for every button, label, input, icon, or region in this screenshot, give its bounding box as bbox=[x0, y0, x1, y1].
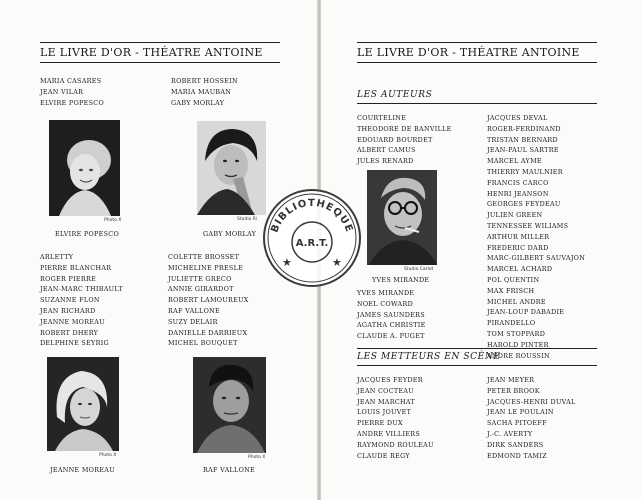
portrait-photo-yves-mirande bbox=[367, 170, 437, 265]
photo-caption: JEANNE MOREAU bbox=[50, 466, 115, 474]
section-rule bbox=[357, 365, 597, 366]
left-mid-names-col1 bbox=[40, 252, 123, 349]
name-item: ANDRE VILLIERS bbox=[357, 429, 421, 438]
name-item: THEODORE DE BANVILLE bbox=[357, 124, 452, 133]
name-item: HAROLD PINTER bbox=[487, 340, 549, 349]
name-item: YVES MIRANDE bbox=[357, 289, 415, 297]
name-item: MAX FRISCH bbox=[487, 286, 535, 295]
name-item: TOM STOPPARD bbox=[487, 329, 546, 338]
name-item: EDOUARD BOURDET bbox=[357, 135, 433, 144]
stamp-center-text: A.R.T. bbox=[295, 238, 329, 249]
name-item: POL QUENTIN bbox=[487, 275, 540, 284]
name-item: SUZY DELAIR bbox=[168, 317, 218, 326]
stamp-top-text: BIBLIOTHEQUE bbox=[269, 197, 355, 235]
section-rule bbox=[357, 103, 597, 104]
name-item: MARCEL AYME bbox=[487, 157, 542, 166]
name-item: ROBERT LAMOUREUX bbox=[168, 296, 249, 305]
right-page-header: LE LIVRE D'OR - THÉATRE ANTOINE bbox=[357, 46, 580, 59]
name-item: J.-C. AVERTY bbox=[487, 429, 533, 438]
photo-credit: Studio Carlet bbox=[404, 267, 434, 272]
name-item: JEAN COCTEAU bbox=[357, 386, 415, 395]
name-item: ROBERT DHERY bbox=[40, 328, 99, 337]
name-item: JACQUES FEYDER bbox=[357, 376, 423, 384]
name-item: PETER BROOK bbox=[487, 386, 540, 395]
auteurs-col1b bbox=[357, 288, 426, 342]
auteurs-col2 bbox=[487, 113, 585, 361]
photo-credit: Photo X bbox=[99, 453, 117, 458]
name-item: ANDRE ROUSSIN bbox=[487, 351, 550, 360]
auteurs-col1 bbox=[357, 113, 452, 167]
name-item: JACQUES DEVAL bbox=[487, 114, 548, 122]
photo-credit: Photo X bbox=[248, 455, 266, 460]
left-mid-names-col2 bbox=[168, 252, 249, 349]
name-item: MARIA CASARES bbox=[40, 77, 102, 85]
stamp-star-icon: ★ bbox=[282, 256, 292, 269]
name-item: JEAN RICHARD bbox=[40, 306, 96, 315]
name-item: JEAN-MARC THIBAULT bbox=[40, 285, 123, 294]
name-item: AGATHA CHRISTIE bbox=[357, 321, 426, 330]
name-item: DANIELLE DARRIEUX bbox=[168, 328, 248, 337]
name-item: PIERRE DUX bbox=[357, 419, 403, 428]
right-header-rule-bottom bbox=[357, 62, 597, 63]
photo-caption: RAF VALLONE bbox=[203, 466, 255, 474]
name-item: GABY MORLAY bbox=[171, 98, 225, 107]
name-item: EDMOND TAMIZ bbox=[487, 451, 547, 460]
name-item: MICHELINE PRESLE bbox=[168, 263, 244, 272]
photo-caption: YVES MIRANDE bbox=[372, 276, 430, 284]
metteurs-col1 bbox=[357, 375, 434, 461]
name-item: ROGER-FERDINAND bbox=[487, 124, 561, 133]
name-item: ROBERT HOSSEIN bbox=[171, 77, 238, 85]
section-title-metteurs: LES METTEURS EN SCÈNE bbox=[357, 352, 501, 362]
name-item: SUZANNE FLON bbox=[40, 296, 100, 305]
left-header-rule-top bbox=[40, 42, 280, 43]
name-item: PIRANDELLO bbox=[487, 319, 536, 328]
portrait-photo-gaby-morlay bbox=[197, 121, 266, 215]
section-title-auteurs: LES AUTEURS bbox=[357, 90, 433, 100]
name-item: MARC-GILBERT SAUVAJON bbox=[487, 254, 586, 263]
name-item: ALBERT CAMUS bbox=[357, 146, 416, 155]
right-header-rule-top bbox=[357, 42, 597, 43]
name-item: TENNESSEE WILIAMS bbox=[487, 221, 569, 230]
name-item: JEAN-LOUP DABADIE bbox=[487, 308, 565, 317]
name-item: MICHEL BOUQUET bbox=[168, 339, 238, 348]
name-item: JEAN-PAUL SARTRE bbox=[487, 146, 559, 155]
portrait-photo-raf-vallone bbox=[193, 357, 266, 453]
photo-caption: GABY MORLAY bbox=[203, 230, 257, 238]
photo-credit: Photo X bbox=[104, 218, 122, 223]
name-item: JULES RENARD bbox=[357, 157, 414, 166]
photo-credit: Studio Ri bbox=[237, 217, 258, 222]
name-item: CLAUDE REGY bbox=[357, 451, 410, 460]
section-rule bbox=[357, 348, 597, 349]
name-item: ARLETTY bbox=[40, 253, 74, 261]
name-item: DELPHINE SEYRIG bbox=[40, 339, 109, 348]
metteurs-col2 bbox=[487, 375, 576, 461]
name-item: NOEL COWARD bbox=[357, 299, 414, 308]
name-item: GEORGES FEYDEAU bbox=[487, 200, 561, 209]
stamp-star-icon: ★ bbox=[332, 256, 342, 269]
name-item: ELVIRE POPESCO bbox=[40, 98, 105, 107]
name-item: JEAN MARCHAT bbox=[357, 397, 416, 406]
portrait-photo-elvire-popesco bbox=[49, 120, 120, 216]
name-item: JEANNE MOREAU bbox=[40, 317, 105, 326]
name-item: THIERRY MAULNIER bbox=[487, 167, 563, 176]
name-item: PIERRE BLANCHAR bbox=[40, 263, 112, 272]
left-top-names-col1 bbox=[40, 76, 104, 108]
name-item: JULIEN GREEN bbox=[487, 211, 543, 220]
photo-caption: ELVIRE POPESCO bbox=[55, 230, 120, 238]
name-item: JEAN VILAR bbox=[40, 87, 84, 96]
left-top-names-col2 bbox=[171, 76, 238, 108]
name-item: JULIETTE GRECO bbox=[168, 274, 232, 283]
name-item: JACQUES-HENRI DUVAL bbox=[487, 397, 576, 406]
name-item: SACHA PITOEFF bbox=[487, 419, 547, 428]
portrait-photo-jeanne-moreau bbox=[47, 357, 119, 451]
library-stamp bbox=[260, 186, 364, 290]
name-item: ARTHUR MILLER bbox=[487, 232, 550, 241]
name-item: LOUIS JOUVET bbox=[357, 408, 412, 417]
name-item: ROGER PIERRE bbox=[40, 274, 97, 283]
name-item: CLAUDE A. PUGET bbox=[357, 332, 425, 341]
name-item: ANNIE GIRARDOT bbox=[168, 285, 234, 294]
name-item: FREDERIC DARD bbox=[487, 243, 549, 252]
name-item: JAMES SAUNDERS bbox=[357, 310, 425, 319]
name-item: JEAN LE POULAIN bbox=[487, 408, 554, 417]
name-item: JEAN MEYER bbox=[487, 376, 535, 384]
name-item: RAYMOND ROULEAU bbox=[357, 440, 434, 449]
name-item: TRISTAN BERNARD bbox=[487, 135, 558, 144]
name-item: MICHEL ANDRE bbox=[487, 297, 546, 306]
left-page-header: LE LIVRE D'OR - THÉATRE ANTOINE bbox=[40, 46, 263, 59]
name-item: COURTELINE bbox=[357, 114, 407, 122]
name-item: DIRK SANDERS bbox=[487, 440, 544, 449]
name-item: MARIA MAUBAN bbox=[171, 87, 232, 96]
name-item: HENRI JEANSON bbox=[487, 189, 549, 198]
name-item: COLETTE BROSSET bbox=[168, 253, 240, 261]
name-item: FRANCIS CARCO bbox=[487, 178, 549, 187]
left-header-rule-bottom bbox=[40, 62, 280, 63]
name-item: MARCEL ACHARD bbox=[487, 265, 553, 274]
name-item: RAF VALLONE bbox=[168, 306, 220, 315]
